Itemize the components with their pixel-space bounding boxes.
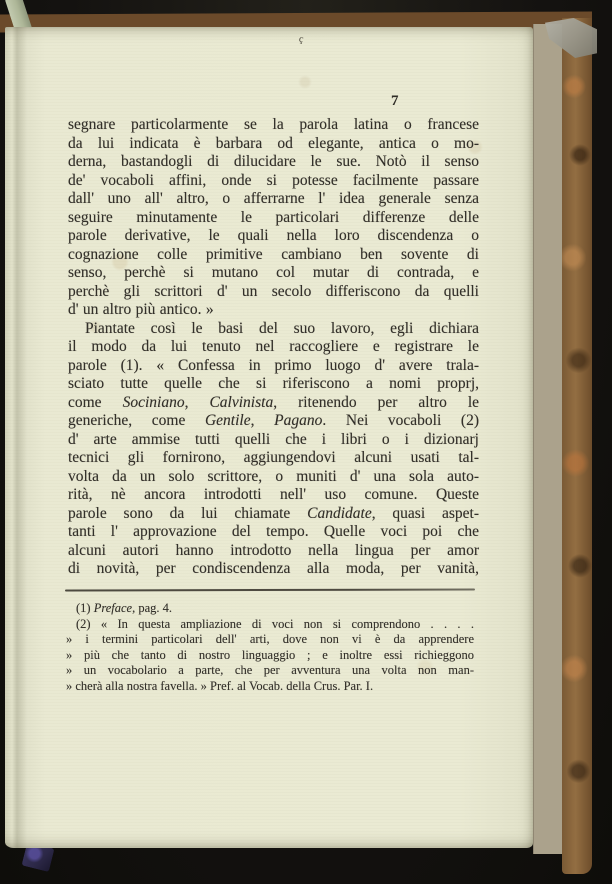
page-number: 7	[391, 93, 399, 109]
text-line: d' arte ammise tutti quelli che i libri o i dizionarj	[68, 430, 479, 448]
text-line: seguire minutamente le particolari differenze delle	[68, 208, 479, 226]
marbled-cover-edge	[562, 18, 592, 874]
text-line: derna, bastandogli di dilucidare le sue. Notò il senso	[68, 153, 479, 170]
text-line: tanti l' approvazione del tempo. Quelle voci poi che	[68, 523, 479, 540]
text-line: » un vocabolario a parte, che per avventura una volta non man-	[66, 663, 474, 678]
stray-ink-mark: ç	[298, 33, 305, 46]
footnote-separator	[65, 588, 475, 591]
text-line: da lui indicata è barbara od elegante, antica o mo-	[68, 134, 479, 152]
text-line: perchè gli scrittori d' un secolo differiscono da quelli	[68, 282, 479, 300]
text-line: di novità, per condiscendenza alla moda, per vanità,	[68, 560, 479, 577]
page-fore-edge	[533, 24, 563, 854]
text-line: alcuni autori hanno introdotto nella lingua per amor	[68, 541, 479, 559]
body-text	[68, 116, 479, 579]
book-page	[5, 27, 533, 848]
text-line: » i termini particolari dell' arti, dove non vi è da apprendere	[66, 632, 474, 647]
text-line: » cherà alla nostra favella. » Pref. al Vocab. della Crus. Par. I.	[66, 678, 374, 693]
text-line: parole sono da lui chiamate Candidate, quasi aspet-	[68, 504, 479, 522]
footnotes	[66, 601, 474, 695]
text-line: segnare particolarmente se la parola latina o francese	[68, 116, 479, 133]
text-line: rità, nè ancora introdotti nell' uso comune. Queste	[68, 486, 479, 503]
text-line: cognazione colle primitive cambiano ben sovente di	[68, 245, 479, 263]
text-line: (2) « In questa ampliazione di voci non si comprendono . . . .	[76, 616, 474, 631]
text-line: parole (1). « Confessa in primo luogo d' avere trala-	[68, 356, 479, 374]
text-line: tecnici gli fornirono, aggiungendovi alcuni usati tal-	[68, 449, 479, 466]
text-line: generiche, come Gentile, Pagano. Nei vocaboli (2)	[68, 412, 480, 429]
text-line: » più che tanto di nostro linguaggio ; e inoltre essi richieggono	[66, 647, 474, 662]
text-line: (1) Preface, pag. 4.	[76, 601, 173, 615]
text-line: sciato tutte quelle che si riferiscono a nomi proprj,	[68, 375, 479, 392]
text-line: volta da un solo scrittore, o muniti d' una sola auto-	[68, 467, 479, 485]
text-line: senso, perchè si mutano col mutar di contrada, e	[68, 264, 479, 281]
text-line: parole derivative, le quali nella loro discendenza o	[68, 227, 479, 244]
text-line: il modo da lui tenuto nel raccogliere e registrare le	[68, 338, 479, 355]
text-line: come Sociniano, Calvinista, ritenendo per altro le	[68, 393, 480, 411]
text-line: de' vocaboli affini, onde si potesse facilmente passare	[68, 171, 479, 189]
text-line: Piantate così le basi del suo lavoro, egli dichiara	[85, 319, 479, 337]
text-line: d' un altro più antico. »	[68, 301, 214, 318]
text-line: dall' uno all' altro, o afferrarne l' idea generale senza	[68, 190, 479, 207]
